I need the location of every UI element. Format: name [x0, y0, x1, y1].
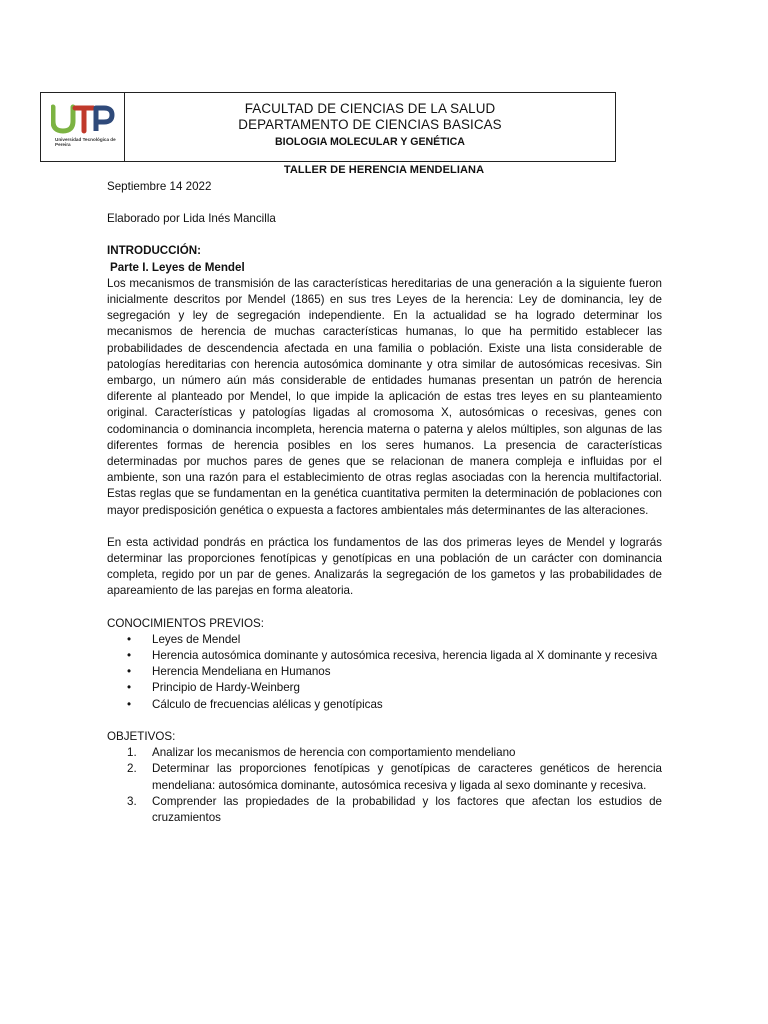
intro-subheading: Parte I. Leyes de Mendel: [110, 260, 245, 274]
author-line: Elaborado por Lida Inés Mancilla: [107, 212, 276, 226]
list-number: 1.: [127, 746, 137, 760]
department-title: DEPARTAMENTO DE CIENCIAS BASICAS: [238, 117, 502, 132]
objective-text: Comprender las propiedades de la probabilidad y los factores que afectan los estudios de cruzamientos: [152, 794, 662, 824]
objectives-heading: OBJETIVOS:: [107, 729, 176, 743]
utp-logo: [41, 93, 125, 161]
list-item: • Herencia autosómica dominante y autosómica recesiva, herencia ligada al X dominante y recesiva: [107, 648, 662, 664]
list-item: [107, 794, 662, 826]
list-item: [107, 761, 662, 793]
list-item: • Cálculo de frecuencias alélicas y genotípicas: [107, 697, 662, 713]
utp-logo-icon: [51, 103, 115, 137]
list-number: 3.: [127, 794, 137, 808]
list-item: • Principio de Hardy-Weinberg: [107, 680, 662, 696]
objective-text: Determinar las proporciones fenotípicas y genotípicas de caracteres genéticos de herencia mendeliana: autosómica dominante, autosómica recesiva y ligada al sexo dominante y recesiva.: [152, 762, 662, 792]
document-body: [107, 179, 662, 826]
faculty-title: FACULTAD DE CIENCIAS DE LA SALUD: [244, 101, 496, 116]
header-text: [125, 93, 615, 161]
objective-text: Analizar los mecanismos de herencia con comportamiento mendeliano: [152, 746, 516, 760]
prior-knowledge-list: [107, 632, 662, 713]
intro-paragraph-1: Los mecanismos de transmisión de las características hereditarias de una generación a la siguiente fueron inicialmente descritos por Mendel (1865) en sus tres Leyes de la herencia: Ley de dominancia, ley de segregación y ley de segregación independiente. En la actualidad se ha logrado determinar los mecanismos de herencia de muchas características humanas, lo que ha permitido establecer las probabilidades de descendencia afectada en una familia o población. Existe una lista considerable de patologías hereditarias con herencia autosómica dominante y otra similar de autosómicas recesivas. Sin embargo, un número aún más considerable de entidades humanas presentan un patrón de herencia diferente al planteado por Mendel, lo que impide la aplicación de estas tres leyes en su planteamiento original. Características y patologías ligadas al cromosoma X, autosómicas o recesivas, genes con codominancia o dominancia incompleta, herencia materna o paterna y alelos múltiples, son algunas de las diferentes formas de herencia posibles en los seres humanos. La presencia de características determinadas por muchos pares de genes que se relacionan de manera compleja e influidas por el ambiente, son una razón para el establecimiento de otras reglas asociadas con la herencia multifactorial. Estas reglas que se fundamentan en la genética cuantitativa permiten la determinación de poblaciones con mayor predisposición genética o expuesta a factores ambientales más determinantes de las alteraciones.: [107, 276, 662, 517]
list-item: • Leyes de Mendel: [107, 632, 662, 648]
prior-knowledge-heading: CONOCIMIENTOS PREVIOS:: [107, 616, 264, 630]
list-item: • Herencia Mendeliana en Humanos: [107, 664, 662, 680]
date-line: Septiembre 14 2022: [107, 180, 212, 193]
intro-heading: INTRODUCCIÓN:: [107, 244, 202, 258]
objectives-list: [107, 745, 662, 826]
document-title: TALLER DE HERENCIA MENDELIANA: [283, 164, 485, 176]
list-number: 2.: [127, 762, 137, 776]
list-item: [107, 745, 662, 761]
intro-paragraph-2: En esta actividad pondrás en práctica los fundamentos de las dos primeras leyes de Mendel y lograrás determinar las proporciones fenotípicas y genotípicas en una población de un carácter con dominancia completa, regido por un par de genes. Analizarás la segregación de los gametos y las probabilidades de apareamiento de las parejas en forma aleatoria.: [107, 535, 662, 598]
header-table: [40, 92, 616, 162]
logo-caption: Universidad Tecnológica de Pereira: [55, 137, 116, 147]
course-title: BIOLOGIA MOLECULAR Y GENÉTICA: [275, 136, 465, 148]
